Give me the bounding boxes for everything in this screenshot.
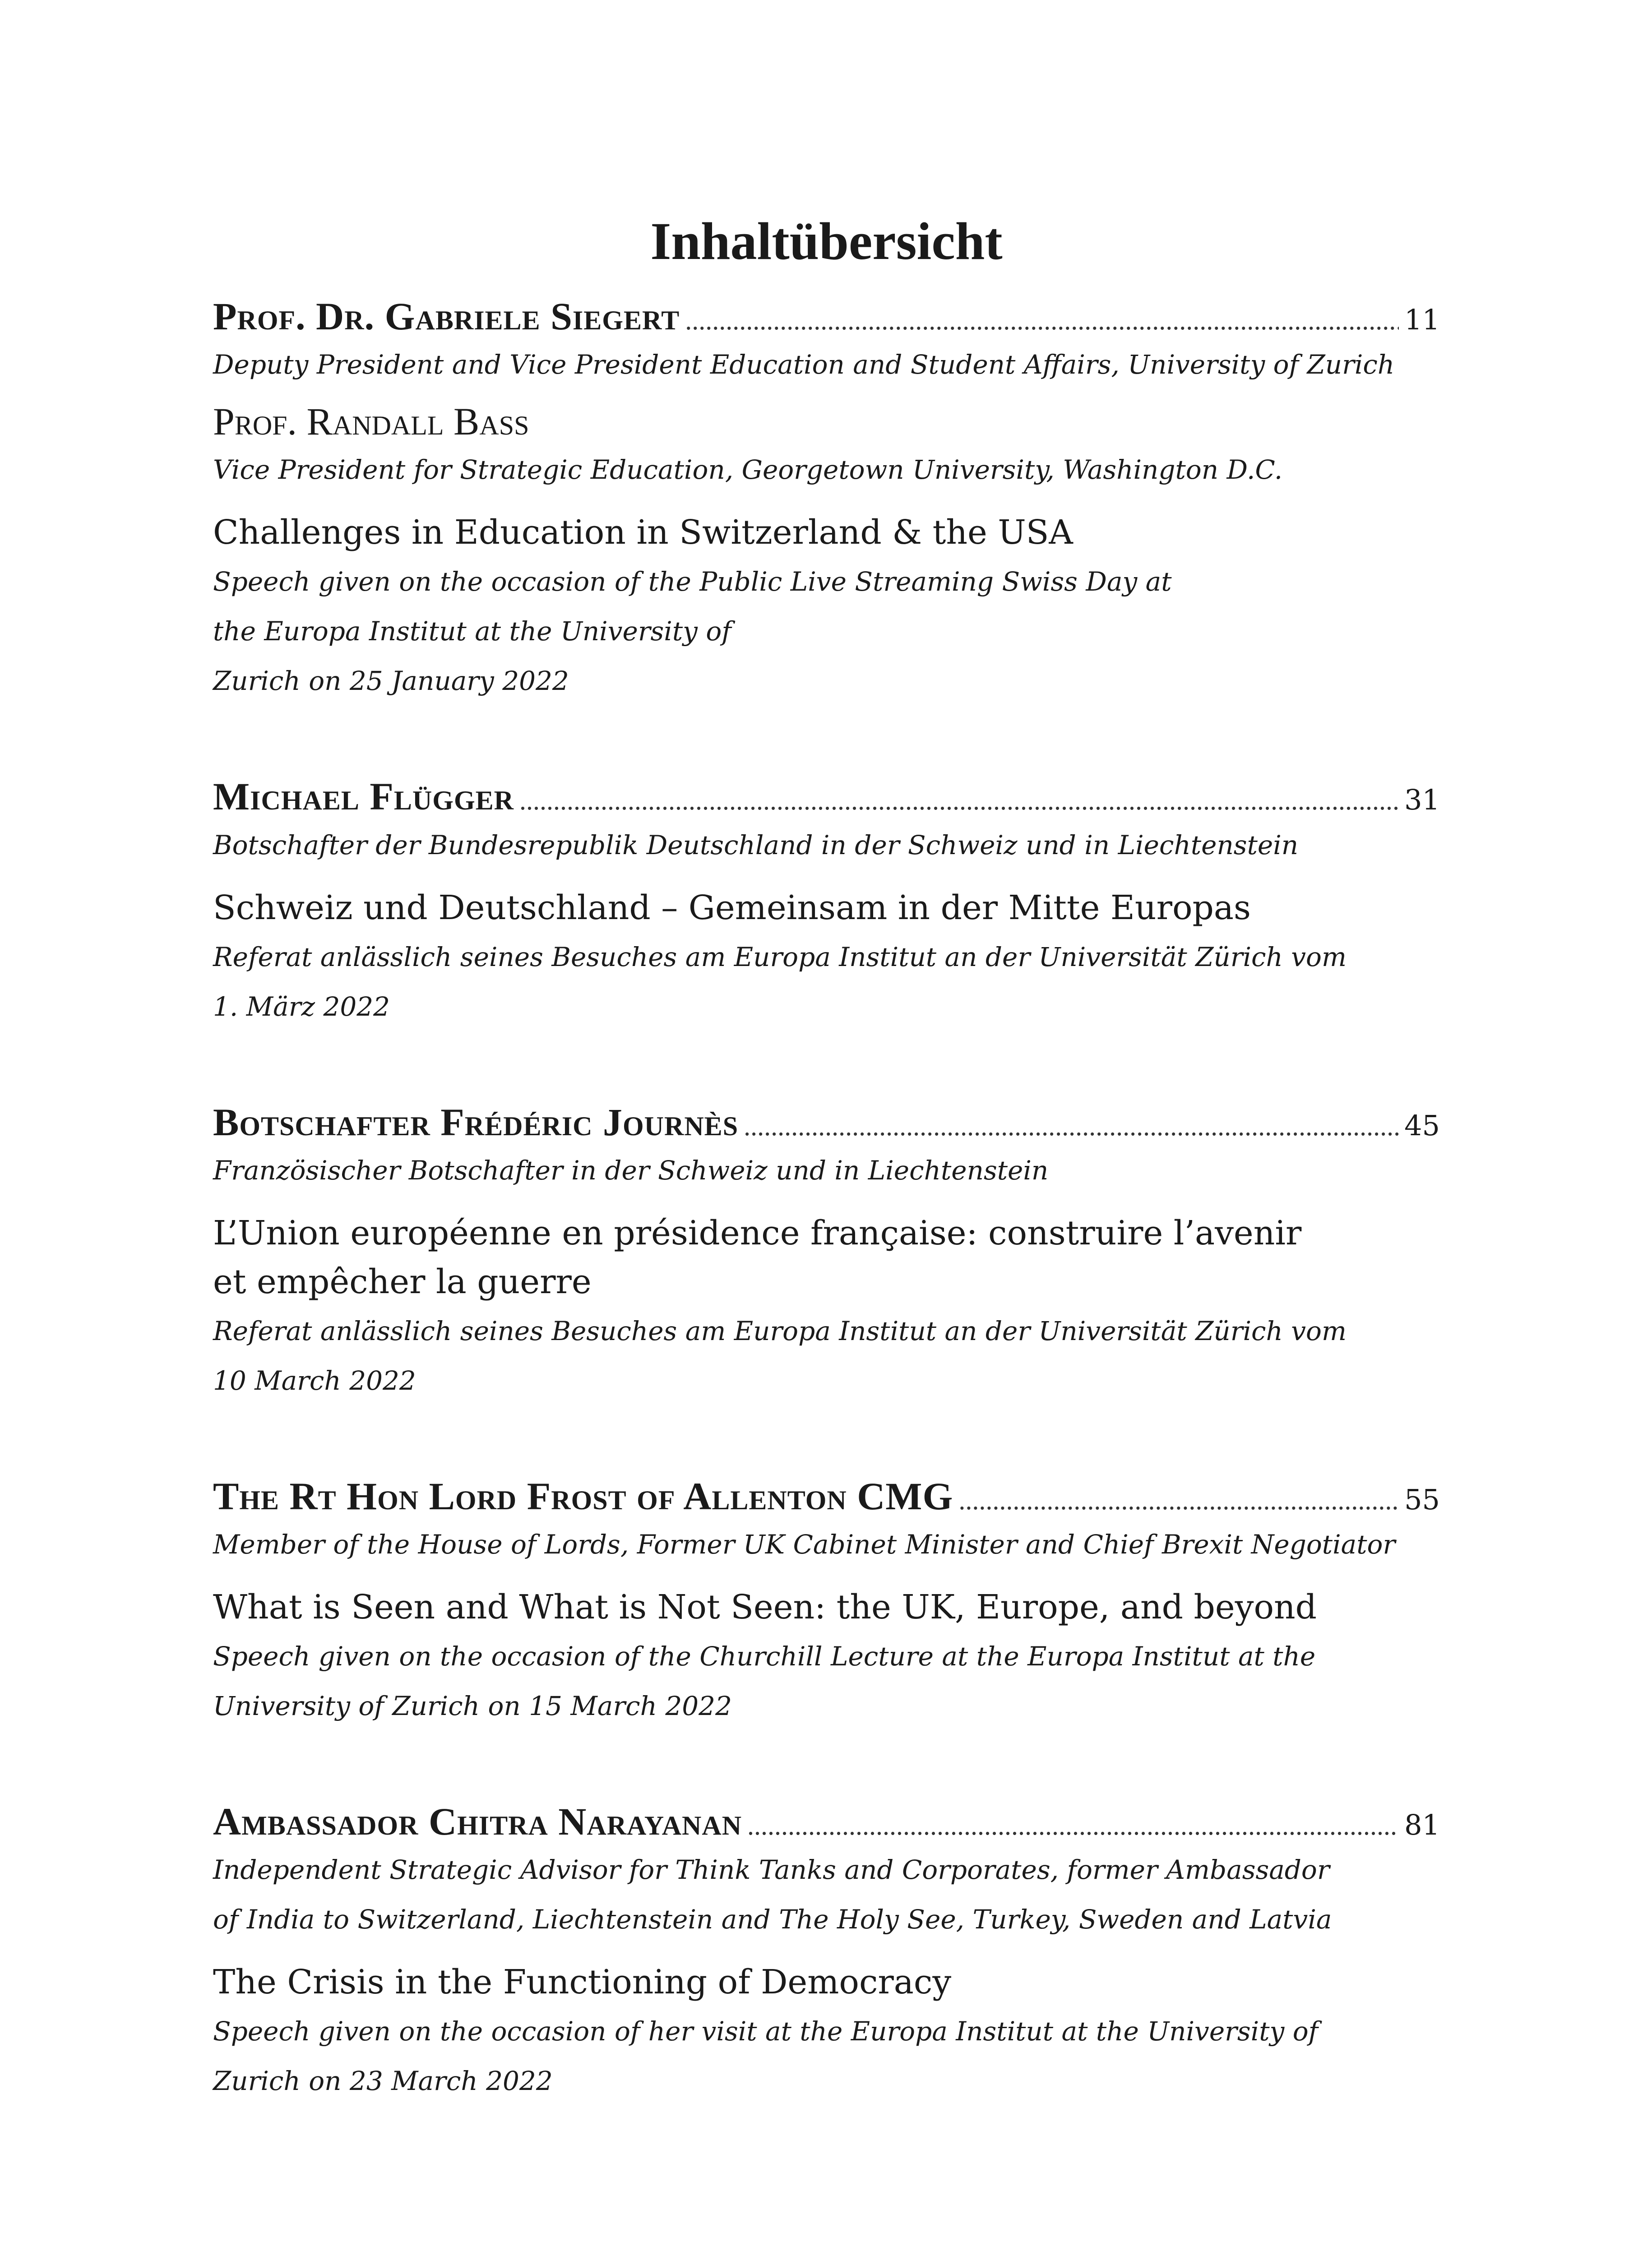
speaker-name: Ambassador Chitra Narayanan [213,1799,742,1843]
talk-title [213,508,1440,557]
talk-title-line: et empêcher la guerre [213,1262,592,1301]
speaker-name: Michael Flügger [213,775,514,818]
talk-title [213,1209,1440,1306]
speaker-role: Botschafter der Bundesrepublik Deutschland in der Schweiz und in Liechtenstein [213,829,1299,860]
speaker-role: Französischer Botschafter in der Schweiz und in Liechtenstein [213,1155,1049,1186]
speaker-line [213,1099,1440,1146]
dot-leader [685,304,1399,337]
dot-leader [744,1110,1399,1142]
toc-entry[interactable] [213,293,1440,706]
talk-title [213,883,1440,932]
speaker-line [213,293,1440,340]
occasion-line: 1. März 2022 [213,991,390,1022]
second-speaker-role: Vice President for Strategic Education, Georgetown University, Washington D.C. [213,454,1283,485]
page-title: Inhaltübersicht [650,212,1003,271]
occasion-line: the Europa Institut at the University of [213,616,731,647]
talk-occasion [213,2006,1440,2106]
toc-entry[interactable] [213,1099,1440,1405]
page-number[interactable]: 11 [1404,303,1440,336]
speaker-name: Prof. Dr. Gabriele Siegert [213,295,680,338]
page-number[interactable]: 81 [1404,1808,1440,1841]
speaker-line [213,1473,1440,1520]
occasion-line: Speech given on the occasion of her visit at the Europa Institut at the University of [213,2016,1319,2047]
occasion-line: Zurich on 25 January 2022 [213,666,569,697]
role-line: of India to Switzerland, Liechtenstein and The Holy See, Turkey, Sweden and Latvia [213,1904,1332,1935]
toc-entry[interactable] [213,1473,1440,1731]
toc-entry[interactable] [213,773,1440,1031]
occasion-line: Zurich on 23 March 2022 [213,2066,553,2097]
page-number[interactable]: 31 [1404,783,1440,817]
speaker-role: Member of the House of Lords, Former UK Cabinet Minister and Chief Brexit Negotiator [213,1529,1396,1560]
role-line: Independent Strategic Advisor for Think Tanks and Corporates, former Ambassador [213,1854,1330,1886]
occasion-line: Speech given on the occasion of the Public Live Streaming Swiss Day at [213,566,1172,597]
talk-occasion [213,557,1440,706]
talk-occasion [213,1306,1440,1405]
speaker-role: Deputy President and Vice President Education and Student Affairs, University of Zurich [213,349,1395,380]
occasion-line: Referat anlässlich seines Besuches am Europa Institut an der Universität Zürich vom [213,941,1347,972]
talk-title-line: What is Seen and What is Not Seen: the UK, Europe, and beyond [213,1587,1317,1627]
talk-title [213,1583,1440,1632]
speaker-name: Botschafter Frédéric Journès [213,1100,739,1144]
dot-leader [958,1484,1399,1516]
talk-title-line: The Crisis in the Functioning of Democracy [213,1963,952,2002]
occasion-line: Speech given on the occasion of the Churchill Lecture at the Europa Institut at the [213,1641,1316,1672]
speaker-line [213,1798,1440,1845]
second-speaker-name: Prof. Randall Bass [213,400,529,444]
occasion-line: Referat anlässlich seines Besuches am Europa Institut an der Universität Zürich vom [213,1315,1347,1346]
speaker-name: The Rt Hon Lord Frost of Allenton CMG [213,1474,953,1518]
talk-occasion [213,932,1440,1031]
page-number[interactable]: 45 [1404,1109,1440,1142]
occasion-line: 10 March 2022 [213,1365,416,1396]
speaker-line [213,773,1440,820]
talk-title-line: L’Union européenne en présidence française: construire l’avenir [213,1213,1302,1253]
speaker-role [213,1845,1440,1944]
talk-occasion [213,1632,1440,1731]
talk-title-line: Schweiz und Deutschland – Gemeinsam in der Mitte Europas [213,888,1251,927]
page-number[interactable]: 55 [1404,1483,1440,1516]
talk-title [213,1958,1440,2006]
toc-entry[interactable] [213,1798,1440,2106]
dot-leader [747,1809,1399,1842]
occasion-line: University of Zurich on 15 March 2022 [213,1690,732,1721]
talk-title-line: Challenges in Education in Switzerland & the USA [213,513,1073,552]
dot-leader [519,784,1399,817]
